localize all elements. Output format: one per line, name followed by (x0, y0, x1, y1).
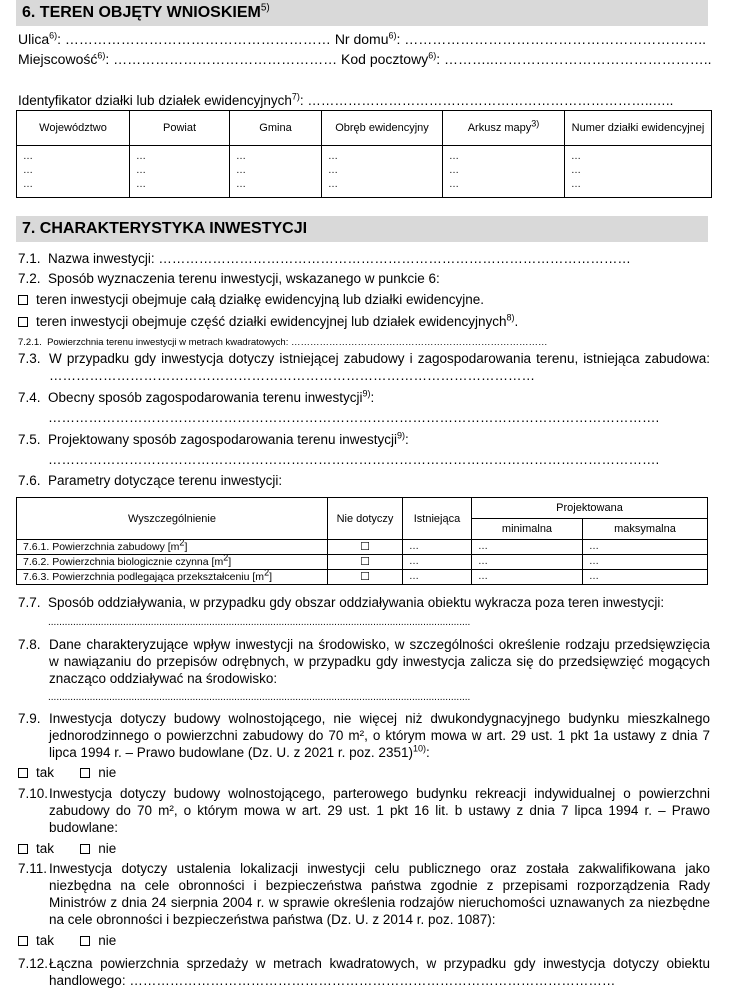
p75-field[interactable]: ………………………………………………………………………………………………………………………. (48, 452, 660, 467)
p74-field[interactable]: ………………………………………………………………………………………………………………………. (48, 410, 660, 425)
p710-num: 7.10. (18, 786, 49, 801)
p78 (18, 636, 710, 687)
section-7-header (16, 216, 708, 242)
miejscowosc-line (18, 51, 712, 68)
opt1-checkbox[interactable] (18, 295, 28, 305)
row-label-end: ] (228, 556, 232, 568)
row-label-sup: 2 (223, 552, 229, 563)
ulica-field[interactable]: : ………………………………………………… (57, 31, 335, 47)
cell-wojewodztwo[interactable]: … … … (17, 146, 130, 198)
p72-num: 7.2. (18, 271, 41, 286)
cell-obreb[interactable]: … … … (322, 146, 443, 198)
row-label-end: ] (269, 571, 272, 583)
p76 (18, 472, 282, 489)
p73 (18, 350, 710, 384)
minimalna-cell[interactable]: … (472, 555, 583, 570)
p72 (18, 270, 440, 287)
p79-end: : (425, 745, 430, 760)
p74-end: : (370, 390, 375, 405)
p74-num: 7.4. (18, 390, 41, 405)
p77-field[interactable]: ........................................................................................................................................................ (48, 617, 471, 628)
row-label (17, 567, 328, 585)
row-label-text: 7.6.2. Powierzchnia biologicznie czynna [m (23, 556, 224, 568)
opt1-label: teren inwestycji obejmuje całą działkę ewidencyjną lub działki ewidencyjne. (36, 292, 484, 307)
p78-field[interactable]: ........................................................................................................................................................ (48, 692, 471, 703)
p711-text: Inwestycja dotyczy ustalenia lokalizacji inwestycji celu publicznego oraz została zakwalifikowana jako niezbędna na cele obronności i bezpieczeństwa państwa zgodnie z przepisami rozporządzenia Rady Ministrów z dnia 24 sierpnia 2004 r. w sprawie określenia rodzajów nieruchomości uznawanych za niezbędne na cele obronności i bezpieczeństwa państwa (Dz. U. z 2014 r. poz. 1087): (49, 861, 710, 927)
cell-powiat[interactable]: … … … (130, 146, 230, 198)
header-powiat: Powiat (130, 111, 230, 146)
table-row (17, 540, 708, 555)
p710-text: Inwestycja dotyczy budowy wolnostojącego, parterowego budynku rekreacji indywidualnej o powierzchni zabudowy do 70 m², o którym mowa w art. 29 ust. 1 pkt 16 lit. b ustawy z dnia 7 lipca 1994 r. – Prawo budowlane: (49, 786, 710, 835)
nr-domu-label: Nr domu (334, 31, 389, 47)
opt2-end: . (514, 314, 519, 329)
p78-text: Dane charakteryzujące wpływ inwestycji na środowisko, w szczególności określenie rodzaju przedsięwzięcia w nawiązaniu do przepisów odrębnych, w przypadku gdy inwestycja zalicza się do przedsięwzięć mogących znacząco oddziaływać na środowisko: (49, 637, 710, 686)
istniejaca-cell[interactable]: … (403, 570, 472, 585)
maksymalna-cell[interactable]: … (583, 540, 708, 555)
p79-text (49, 710, 710, 761)
p721-num: 7.2.1. (18, 337, 42, 348)
kod-pocztowy-footnote: 6) (428, 50, 437, 61)
p73-text[interactable]: W przypadku gdy inwestycja dotyczy istniejącej zabudowy i zagospodarowania terenu, istniejąca zabudowa: ……………………………………………………………………………………………… (49, 351, 710, 383)
miejscowosc-footnote: 6) (97, 50, 106, 61)
p712-num: 7.12. (18, 956, 49, 971)
header-arkusz-footnote: 3) (531, 118, 540, 129)
section-6-header (16, 0, 708, 26)
p79-text-body: Inwestycja dotyczy budowy wolnostojącego, nie więcej niż dwukondygnacyjnego budynku mieszkalnego jednorodzinnego o powierzchni zabudowy do 70 m², o którym mowa w art. 29 ust. 1 pkt 1a ustawy z dnia 7 lipca 1994 r. – Prawo budowlane (Dz. U. z 2021 r. poz. 2351) (49, 711, 710, 760)
section-7-title: 7. CHARAKTERYSTYKA INWESTYCJI (22, 220, 308, 237)
kod-pocztowy-label: Kod pocztowy (341, 51, 429, 67)
p71-num: 7.1. (18, 251, 41, 266)
maksymalna-cell[interactable]: … (583, 570, 708, 585)
header-minimalna: minimalna (472, 519, 583, 540)
p79-options (18, 764, 116, 781)
p73-num: 7.3. (18, 351, 41, 366)
p710 (18, 785, 710, 836)
opt2-checkbox[interactable] (18, 317, 28, 327)
row-label (17, 537, 328, 555)
maksymalna-cell[interactable]: … (583, 555, 708, 570)
p721-text[interactable]: Powierzchnia terenu inwestycji w metrach kwadratowych: ……………………………………………………………………… (47, 337, 548, 348)
p79-tak-checkbox[interactable] (18, 768, 28, 778)
p77-num: 7.7. (18, 595, 41, 610)
opt1-row (18, 291, 484, 308)
miejscowosc-label: Miejscowość (18, 51, 98, 67)
nie-dotyczy-checkbox[interactable]: ☐ (328, 540, 403, 555)
table-row (17, 570, 708, 585)
p711-tak-checkbox[interactable] (18, 936, 28, 946)
p79-nie-label: nie (98, 765, 117, 780)
parcel-table (16, 110, 712, 198)
p76-num: 7.6. (18, 473, 41, 488)
p710-options (18, 840, 116, 857)
header-wyszczegolnienie: Wyszczególnienie (17, 498, 328, 540)
istniejaca-cell[interactable]: … (403, 555, 472, 570)
miejscowosc-field[interactable]: : ………………………………………… (105, 51, 342, 67)
p75-end: : (405, 432, 409, 447)
p710-tak-checkbox[interactable] (18, 844, 28, 854)
ulica-footnote: 6) (49, 30, 58, 41)
header-maksymalna: maksymalna (583, 519, 708, 540)
header-wojewodztwo: Województwo (17, 111, 130, 146)
p71-text[interactable]: Nazwa inwestycji: …………………………………………………………………………………………… (48, 251, 631, 266)
p711 (18, 860, 710, 928)
row-label-text: 7.6.3. Powierzchnia podlegająca przekształceniu [m (23, 571, 265, 583)
istniejaca-cell[interactable]: … (403, 540, 472, 555)
p74 (18, 389, 374, 406)
table-row (17, 555, 708, 570)
p79-tak-label: tak (36, 765, 55, 780)
header-nie-dotyczy: Nie dotyczy (328, 498, 403, 540)
p721 (18, 334, 548, 351)
nr-domu-footnote: 6) (388, 30, 397, 41)
header-obreb: Obręb ewidencyjny (322, 111, 443, 146)
p78-num: 7.8. (18, 637, 41, 652)
section-6-title: 6. TEREN OBJĘTY WNIOSKIEM (22, 4, 261, 21)
ulica-line (18, 31, 706, 48)
header-istniejaca: Istniejąca (403, 498, 472, 540)
header-arkusz-label: Arkusz mapy (467, 122, 532, 134)
row-label-text: 7.6.1. Powierzchnia zabudowy [m (23, 541, 180, 553)
minimalna-cell[interactable]: … (472, 570, 583, 585)
row-label-sup: 2 (179, 537, 185, 548)
cell-arkusz[interactable]: … … … (443, 146, 565, 198)
parameters-table (16, 497, 708, 585)
p77-text: Sposób oddziaływania, w przypadku gdy obszar oddziaływania obiektu wykracza poza teren inwestycji: (48, 595, 665, 610)
p74-footnote: 9) (362, 388, 371, 399)
nr-domu-field[interactable]: : ……………………………………………………….. (396, 31, 707, 47)
header-numer-dzialki: Numer działki ewidencyjnej (565, 111, 712, 146)
p75 (18, 431, 409, 448)
p712 (18, 955, 710, 989)
identyfikator-label: Identyfikator działki lub działek ewidencyjnych (18, 93, 292, 108)
cell-gmina[interactable]: … … … (230, 146, 322, 198)
p710-tak-label: tak (36, 841, 55, 856)
minimalna-cell[interactable]: … (472, 540, 583, 555)
header-gmina: Gmina (230, 111, 322, 146)
kod-pocztowy-field[interactable]: : ………..……………………………………….. (436, 51, 712, 67)
p75-text: Projektowany sposób zagospodarowania terenu inwestycji (48, 432, 397, 447)
p711-nie-label: nie (98, 933, 117, 948)
p75-footnote: 9) (397, 430, 406, 441)
p710-nie-checkbox[interactable] (80, 844, 90, 854)
opt2-footnote: 8) (506, 312, 515, 323)
identyfikator-field[interactable]: : …………………………………………………………………..….. (299, 93, 674, 108)
p79 (18, 710, 710, 761)
p76-text: Parametry dotyczące terenu inwestycji: (48, 473, 283, 488)
p79-nie-checkbox[interactable] (80, 768, 90, 778)
p74-text: Obecny sposób zagospodarowania terenu inwestycji (48, 390, 363, 405)
nie-dotyczy-checkbox[interactable]: ☐ (328, 570, 403, 585)
identyfikator-footnote: 7) (291, 91, 300, 102)
identyfikator-line (18, 92, 673, 109)
p79-num: 7.9. (18, 711, 41, 726)
header-projektowana: Projektowana (472, 498, 708, 519)
p71 (18, 250, 631, 267)
p712-text[interactable]: Łączna powierzchnia sprzedaży w metrach kwadratowych, w przypadku gdy inwestycja dotyczy obiektu handlowego: ……………………………………………………………………………………………… (49, 956, 710, 988)
p77 (18, 594, 664, 611)
p711-options (18, 932, 116, 949)
row-label-end: ] (184, 541, 188, 553)
cell-numer-dzialki[interactable]: … … … (565, 146, 712, 198)
opt2-row (18, 313, 518, 330)
p79-footnote: 10) (412, 743, 426, 754)
opt2-label: teren inwestycji obejmuje część działki ewidencyjnej lub działek ewidencyjnych (36, 314, 507, 329)
nie-dotyczy-checkbox[interactable]: ☐ (328, 555, 403, 570)
header-arkusz (443, 111, 565, 146)
p711-tak-label: tak (36, 933, 55, 948)
p711-num: 7.11. (18, 861, 48, 876)
section-6-footnote: 5) (260, 2, 270, 14)
row-label (17, 552, 328, 570)
p72-text: Sposób wyznaczenia terenu inwestycji, wskazanego w punkcie 6: (48, 271, 440, 286)
p711-nie-checkbox[interactable] (80, 936, 90, 946)
ulica-label: Ulica (18, 31, 50, 47)
row-label-sup: 2 (264, 567, 270, 578)
p710-nie-label: nie (98, 841, 117, 856)
p75-num: 7.5. (18, 432, 41, 447)
